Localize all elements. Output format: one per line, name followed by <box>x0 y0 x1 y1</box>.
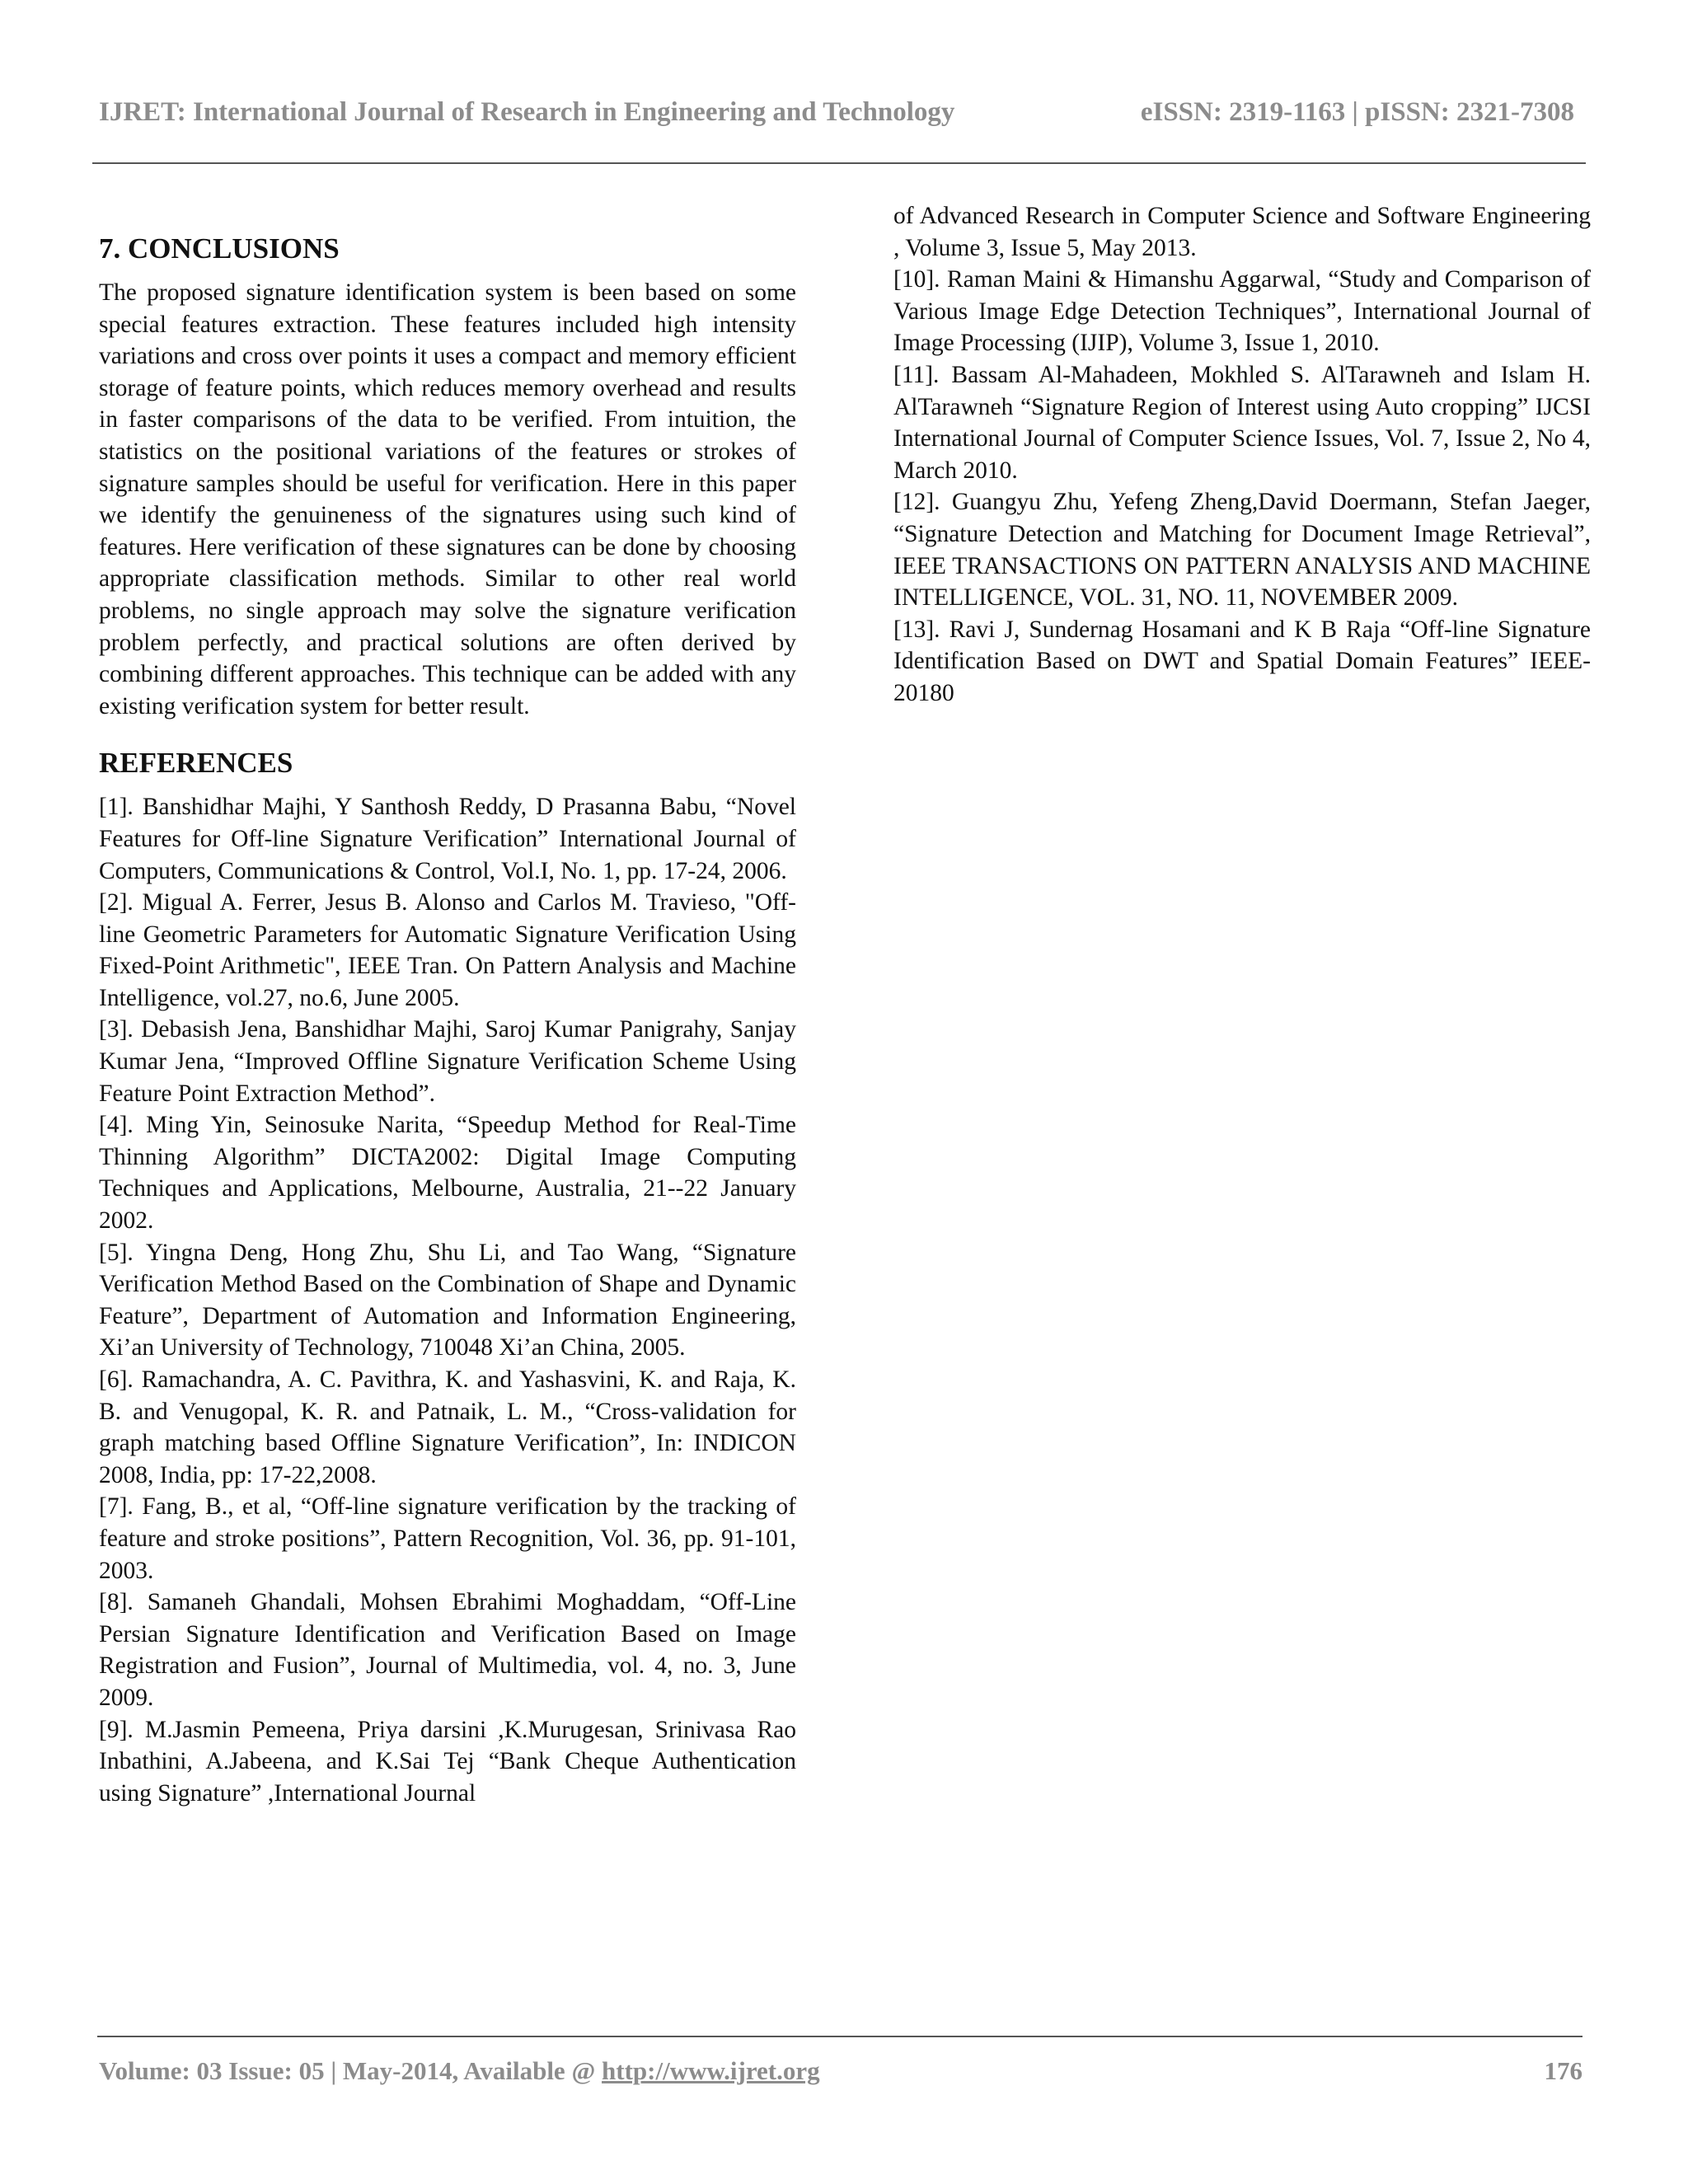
reference-item: [11]. Bassam Al-Mahadeen, Mokhled S. AlTarawneh and Islam H. AlTarawneh “Signature Region of Interest using Auto cropping” IJCSI International Journal of Computer Science Issues, Vol. 7, Issue 2, No 4, March 2010. <box>893 361 1591 484</box>
reference-item-continued: of Advanced Research in Computer Science and Software Engineering , Volume 3, Issue 5, May 2013. <box>893 203 1591 261</box>
reference-item: [10]. Raman Maini & Himanshu Aggarwal, “Study and Comparison of Various Image Edge Detection Techniques”, International Journal of Image Processing (IJIP), Volume 3, Issue 1, 2010. <box>893 266 1591 357</box>
running-header <box>99 97 1574 135</box>
journal-title: IJRET: International Journal of Research in Engineering and Technology <box>99 97 955 127</box>
reference-item: [13]. Ravi J, Sundernag Hosamani and K B Raja “Off-line Signature Identification Based on DWT and Spatial Domain Features” IEEE-20180 <box>893 616 1591 706</box>
volume-info <box>99 2056 820 2086</box>
reference-item: [7]. Fang, B., et al, “Off-line signature verification by the tracking of feature and stroke positions”, Pattern Recognition, Vol. 36, pp. 91-101, 2003. <box>99 1493 796 1584</box>
issn-info: eISSN: 2319-1163 | pISSN: 2321-7308 <box>1140 97 1574 127</box>
conclusions-heading: 7. CONCLUSIONS <box>99 232 340 265</box>
reference-item: [12]. Guangyu Zhu, Yefeng Zheng,David Doermann, Stefan Jaeger, “Signature Detection and Matching for Document Image Retrieval”, IEEE TRANSACTIONS ON PATTERN ANALYSIS AND MACHINE INTELLIGENCE, VOL. 31, NO. 11, NOVEMBER 2009. <box>893 489 1591 612</box>
running-footer <box>99 2056 1582 2094</box>
conclusions-paragraph: The proposed signature identification system is been based on some special features extraction. These features included high intensity variations and cross over points it uses a compact and memory efficient storage of feature points, which reduces memory overhead and results in faster comparisons of the data to be verified. From intuition, the statistics on the positional variations of the features or strokes of signature samples should be useful for verification. Here in this paper we identify the genuineness of the signatures using such kind of features. Here verification of these signatures can be done by choosing appropriate classification methods. Similar to other real world problems, no single approach may solve the signature verification problem perfectly, and practical solutions are often derived by combining different approaches. This technique can be added with any existing verification system for better result. <box>99 279 796 719</box>
reference-item: [5]. Yingna Deng, Hong Zhu, Shu Li, and Tao Wang, “Signature Verification Method Based on the Combination of Shape and Dynamic Feature”, Department of Automation and Information Engineering, Xi’an University of Technology, 710048 Xi’an China, 2005. <box>99 1239 796 1361</box>
journal-link[interactable]: http://www.ijret.org <box>602 2056 820 2085</box>
reference-item: [8]. Samaneh Ghandali, Mohsen Ebrahimi Moghaddam, “Off-Line Persian Signature Identification and Verification Based on Image Registration and Fusion”, Journal of Multimedia, vol. 4, no. 3, June 2009. <box>99 1589 796 1711</box>
reference-item: [1]. Banshidhar Majhi, Y Santhosh Reddy, D Prasanna Babu, “Novel Features for Off-line Signature Verification” International Journal of Computers, Communications & Control, Vol.I, No. 1, pp. 17-24, 2006. <box>99 794 796 884</box>
volume-text: Volume: 03 Issue: 05 | May-2014, Available @ <box>99 2056 603 2085</box>
reference-item: [3]. Debasish Jena, Banshidhar Majhi, Saroj Kumar Panigrahy, Sanjay Kumar Jena, “Improved Offline Signature Verification Scheme Using Feature Point Extraction Method”. <box>99 1016 796 1107</box>
reference-item: [6]. Ramachandra, A. C. Pavithra, K. and Yashasvini, K. and Raja, K. B. and Venugopal, K. R. and Patnaik, L. M., “Cross-validation for graph matching based Offline Signature Verification”, In: INDICON 2008, India, pp: 17-22,2008. <box>99 1366 796 1488</box>
reference-item: [9]. M.Jasmin Pemeena, Priya darsini ,K.Murugesan, Srinivasa Rao Inbathini, A.Jabeena, and K.Sai Tej “Bank Cheque Authentication using Signature” ,International Journal <box>99 1716 796 1807</box>
left-column <box>99 231 796 1809</box>
right-column <box>893 200 1591 710</box>
reference-item: [2]. Migual A. Ferrer, Jesus B. Alonso and Carlos M. Travieso, "Off-line Geometric Parameters for Automatic Signature Verification Using Fixed-Point Arithmetic", IEEE Tran. On Pattern Analysis and Machine Intelligence, vol.27, no.6, June 2005. <box>99 889 796 1011</box>
reference-item: [4]. Ming Yin, Seinosuke Narita, “Speedup Method for Real-Time Thinning Algorithm” DICTA2002: Digital Image Computing Techniques and Applications, Melbourne, Australia, 21--22 January 2002. <box>99 1112 796 1235</box>
page-number: 176 <box>1544 2056 1582 2085</box>
footer-rule <box>97 2036 1582 2037</box>
references-heading: REFERENCES <box>99 747 293 780</box>
header-rule <box>92 162 1586 164</box>
